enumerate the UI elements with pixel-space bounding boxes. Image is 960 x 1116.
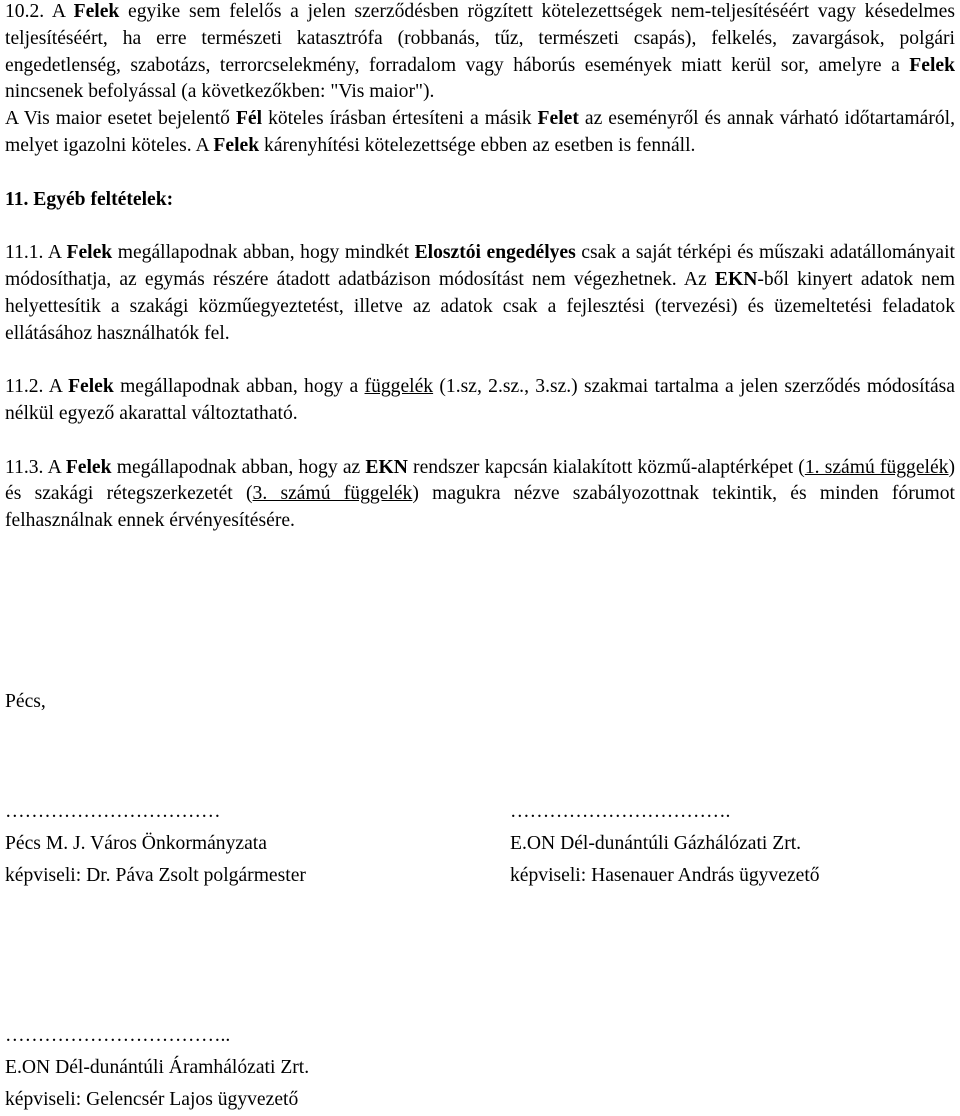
text-run: köteles írásban értesíteni a másik bbox=[262, 108, 538, 130]
paragraph-number: 10.2. bbox=[5, 1, 45, 22]
text-run: egyike sem felelős a jelen szerződésben rögzített kötelezettségek nem-teljesítéséért vagy késedelmes teljesítéséért, ha erre természeti katasztrófa (robbanás, tűz, természeti csapás), felkelés, zavargások, polgári engedetlenség, szabotázs, terrorcselekmény, forradalom vagy háborús események miatt kerül sor, amelyre a bbox=[5, 1, 955, 76]
term-felek: Felek bbox=[213, 134, 260, 156]
signature-dots: …………………………….. bbox=[5, 1025, 231, 1046]
text-run: megállapodnak abban, hogy mindkét bbox=[112, 242, 415, 264]
term-felek: Felek bbox=[68, 376, 114, 398]
signature-block-bottom bbox=[5, 1020, 309, 1116]
signatory-representative: képviseli: Hasenauer András ügyvezető bbox=[510, 865, 820, 886]
text-run: A bbox=[43, 376, 69, 398]
paragraph-11-3 bbox=[5, 455, 955, 535]
paragraph-11-2 bbox=[5, 374, 955, 428]
text-run: az eseményről és annak várható időtartamáról, melyet igazolni köteles. A bbox=[5, 108, 955, 156]
heading-text: 11. Egyéb feltételek: bbox=[5, 188, 174, 210]
spacer bbox=[5, 428, 955, 455]
text-run: rendszer kapcsán kialakított közmű-alaptérképet ( bbox=[407, 456, 805, 478]
text-run: megállapodnak abban, hogy a bbox=[113, 376, 365, 398]
document-page bbox=[5, 0, 955, 535]
term-fel: Fél bbox=[235, 108, 263, 130]
term-felek: Felek bbox=[909, 54, 955, 76]
term-felek: Felek bbox=[66, 242, 113, 264]
ref-appendix-3: 3. számú függelék bbox=[252, 483, 413, 505]
term-felet: Felet bbox=[537, 108, 579, 130]
paragraph-number: 11.2. bbox=[5, 376, 44, 398]
signatory-organization: E.ON Dél-dunántúli Áramhálózati Zrt. bbox=[5, 1057, 310, 1078]
term-ekn: EKN bbox=[714, 268, 758, 290]
paragraph-10-2 bbox=[5, 0, 955, 106]
text-run: -ből kinyert adatok nem helyettesítik a szakági közműegyeztetést, illetve az adatok csak a fejlesztési (tervezési) és üzemeltetési feladatok ellátásához használhatók fel. bbox=[5, 268, 955, 344]
signatory-organization: E.ON Dél-dunántúli Gázhálózati Zrt. bbox=[510, 833, 802, 854]
term-fuggelek: függelék bbox=[364, 376, 434, 398]
term-ekn: EKN bbox=[365, 456, 408, 478]
text-run: ) magukra nézve szabályozottnak tekintik, és minden fórumot felhasználnak ennek érvényesítésére. bbox=[5, 483, 955, 532]
signature-dots: …………………………… bbox=[5, 801, 221, 822]
paragraph-11-1 bbox=[5, 240, 955, 347]
text-run: A bbox=[43, 242, 67, 264]
signature-block-left bbox=[5, 796, 306, 892]
section-heading-11 bbox=[5, 187, 955, 214]
text-run: kárenyhítési kötelezettsége ebben az esetben is fennáll. bbox=[259, 134, 696, 156]
signatory-representative: képviseli: Gelencsér Lajos ügyvezető bbox=[5, 1089, 299, 1110]
text-run: csak a saját térképi és műszaki adatállományait módosíthatja, az egymás részére átadott adatbázison módosítást nem végezhetnek. Az bbox=[5, 242, 955, 290]
term-elosztoi-engedelyes: Elosztói engedélyes bbox=[414, 242, 576, 264]
signatory-organization: Pécs M. J. Város Önkormányzata bbox=[5, 833, 267, 854]
ref-appendix-1: 1. számú függelék bbox=[804, 456, 949, 478]
text-run: A bbox=[43, 456, 66, 478]
text-run: (1.sz, 2.sz., 3.sz.) szakmai tartalma a jelen szerződés módosítása nélkül egyező akarattal változtatható. bbox=[5, 376, 955, 424]
text-run: ) és szakági rétegszerkezetét ( bbox=[5, 456, 956, 505]
text-run: nincsenek befolyással (a következőkben: "Vis maior"). bbox=[5, 81, 435, 103]
paragraph-vis-maior bbox=[5, 106, 955, 160]
text-run: A bbox=[44, 1, 74, 22]
term-felek: Felek bbox=[65, 456, 112, 478]
text-run: megállapodnak abban, hogy az bbox=[111, 456, 366, 478]
spacer bbox=[5, 347, 955, 374]
signature-block-right bbox=[510, 796, 820, 892]
spacer bbox=[5, 213, 955, 240]
term-felek: Felek bbox=[73, 1, 120, 22]
signatory-representative: képviseli: Dr. Páva Zsolt polgármester bbox=[5, 865, 306, 886]
text-run: A Vis maior esetet bejelentő bbox=[5, 108, 236, 130]
paragraph-number: 11.1. bbox=[5, 242, 44, 264]
place-line: Pécs, bbox=[5, 691, 46, 712]
paragraph-number: 11.3. bbox=[5, 456, 44, 478]
spacer bbox=[5, 160, 955, 187]
signature-dots: ……………………………. bbox=[510, 801, 731, 822]
